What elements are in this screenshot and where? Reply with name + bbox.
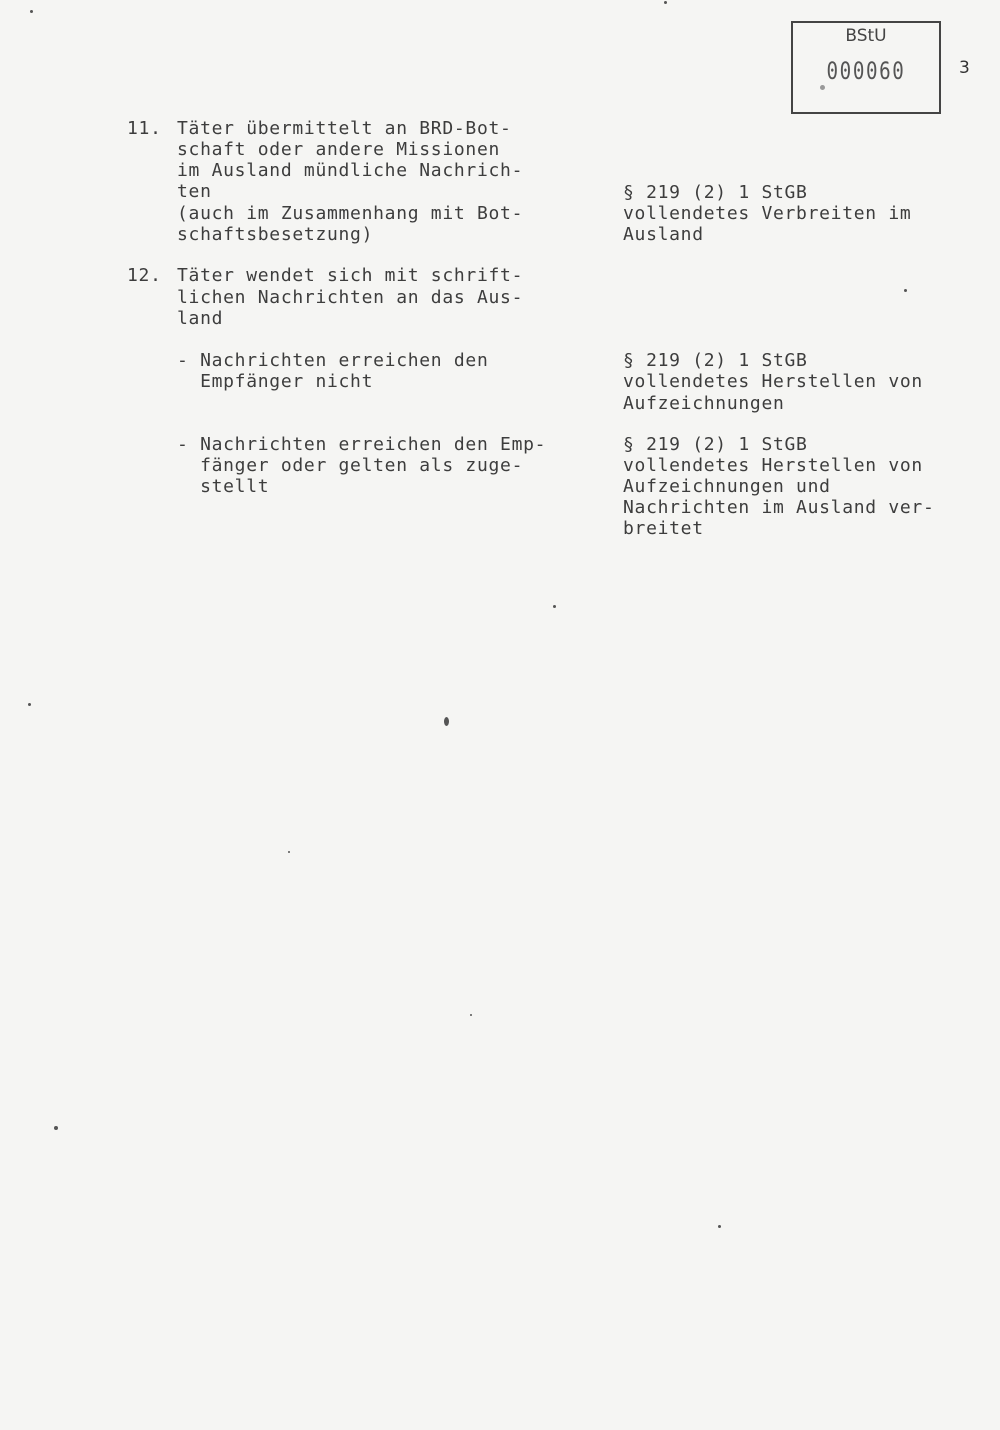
item-description-line: schaftsbesetzung) <box>177 224 374 245</box>
legal-reference-line: § 219 (2) 1 StGB <box>623 350 808 371</box>
scan-speck <box>718 1225 721 1228</box>
item-number: 11. <box>127 118 162 139</box>
scan-speck <box>664 1 667 4</box>
case-description-line: Empfänger nicht <box>177 371 374 392</box>
item-description-line: lichen Nachrichten an das Aus- <box>177 287 524 308</box>
item-description-line: im Ausland mündliche Nachrich- <box>177 160 524 181</box>
case-description-line: fänger oder gelten als zuge- <box>177 455 524 476</box>
legal-reference-line: Nachrichten im Ausland ver- <box>623 497 935 518</box>
page-number: 3 <box>959 58 970 78</box>
item-description-line: schaft oder andere Missionen <box>177 139 501 160</box>
scan-speck <box>470 1014 472 1016</box>
stamp-label: BStU <box>845 26 887 46</box>
scan-speck <box>444 717 449 726</box>
legal-reference-line: vollendetes Verbreiten im <box>623 203 912 224</box>
scan-speck <box>54 1126 58 1130</box>
case-description-line: stellt <box>177 476 270 497</box>
legal-reference-line: Ausland <box>623 224 704 245</box>
legal-reference-line: Aufzeichnungen <box>623 393 785 414</box>
scan-speck <box>820 85 825 90</box>
legal-reference-line: § 219 (2) 1 StGB <box>623 182 808 203</box>
scan-speck <box>28 703 31 706</box>
case-description-line: - Nachrichten erreichen den Emp- <box>177 434 547 455</box>
item-description-line: ten <box>177 181 212 202</box>
item-description-line: land <box>177 308 224 329</box>
scan-speck <box>553 605 556 608</box>
legal-reference-line: breitet <box>623 518 704 539</box>
stamp-number: 000060 <box>826 57 906 85</box>
scan-speck <box>288 851 290 853</box>
item-description-line: Täter übermittelt an BRD-Bot- <box>177 118 512 139</box>
legal-reference-line: § 219 (2) 1 StGB <box>623 434 808 455</box>
legal-reference-line: Aufzeichnungen und <box>623 476 831 497</box>
scan-speck <box>904 289 907 292</box>
legal-reference-line: vollendetes Herstellen von <box>623 455 923 476</box>
item-description-line: Täter wendet sich mit schrift- <box>177 265 524 286</box>
item-description-line: (auch im Zusammenhang mit Bot- <box>177 203 524 224</box>
item-number: 12. <box>127 265 162 286</box>
scan-speck <box>30 10 33 13</box>
case-description-line: - Nachrichten erreichen den <box>177 350 489 371</box>
legal-reference-line: vollendetes Herstellen von <box>623 371 923 392</box>
archive-stamp <box>791 21 941 114</box>
